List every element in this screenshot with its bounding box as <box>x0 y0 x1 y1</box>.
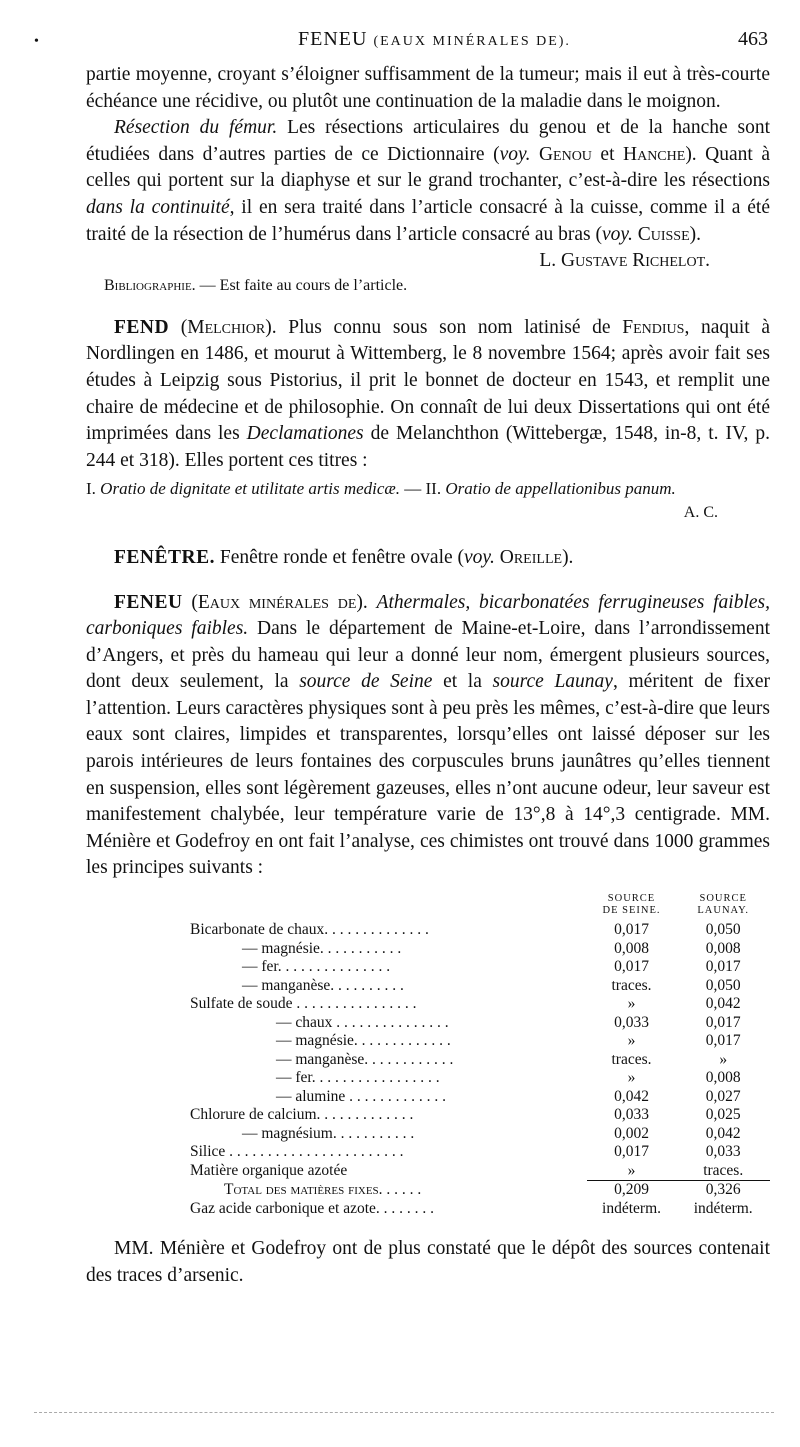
text-run: de Melanchthon (Wittebergæ, 1548, in-8, t. IV, p. 244 et 318). Elles portent ces titres : <box>86 423 771 471</box>
row-label: — chaux . . . . . . . . . . . . . . . <box>276 1013 449 1031</box>
row-label: — fer. . . . . . . . . . . . . . . . . <box>276 1069 440 1087</box>
total-seine: 0,209 <box>587 1181 677 1200</box>
value-launay: traces. <box>703 1161 744 1179</box>
text-run: et <box>600 143 615 165</box>
value-launay: 0,042 <box>705 995 741 1013</box>
header-line: SOURCE <box>607 893 656 905</box>
value-launay: 0,017 <box>705 958 741 976</box>
bottom-divider <box>34 1412 774 1413</box>
bibliography-note <box>104 275 770 297</box>
text-run: , il en sera traité dans l’article consacré à la cuisse, comme il a été traité de la résection de l’humérus dans l’article consacré au bras ( <box>86 196 770 245</box>
source-name-seine: source de Seine <box>299 671 433 693</box>
row-label: — magnésie. . . . . . . . . . . . . <box>276 1032 451 1050</box>
row-label: — fer. . . . . . . . . . . . . . . <box>242 958 391 976</box>
voy-abbrev: voy. <box>464 546 495 568</box>
entry-fend <box>86 315 770 475</box>
text-run: ). Quant à celles qui portent sur la diaphyse et sur le grand trochanter, c’est-à-dire les résections <box>86 143 770 192</box>
gas-launay: indéterm. <box>693 1199 753 1217</box>
value-seine: 0,033 <box>614 1013 649 1031</box>
row-label: — manganèse. . . . . . . . . . . . <box>276 1050 454 1068</box>
value-launay: 0,008 <box>705 939 741 957</box>
column-header-launay <box>676 892 770 921</box>
water-classification: Athermales, bicarbonatées ferrugineuses faibles, carboniques faibles. <box>86 591 771 640</box>
cross-reference-hanche: Hanche <box>623 143 686 165</box>
header-line: LAUNAY. <box>697 905 750 917</box>
value-launay: 0,008 <box>705 1069 741 1087</box>
text-run: Les résections articulaires du genou et de la hanche sont étudiées dans d’autres parties de ce Dictionnaire ( <box>86 117 770 165</box>
text-run: Plus connu sous son nom latinisé de <box>288 316 611 338</box>
table-row <box>190 958 770 977</box>
gas-label: Gaz acide carbonique et azote. . . . . . . . <box>190 1199 435 1217</box>
entry-feneu <box>86 590 770 883</box>
row-label: — magnésie. . . . . . . . . . . <box>242 939 402 957</box>
running-title <box>298 28 571 51</box>
column-header-seine <box>587 892 677 921</box>
text-run: Dans le département de Maine-et-Loire, dans l’arrondissement d’Angers, et près du hameau qui leur a donné leur nom, émergent plusieurs sources, dont deux seulement, la <box>86 618 770 693</box>
table-row <box>190 1069 770 1088</box>
value-seine: 0,017 <box>614 921 649 939</box>
emphasis-continuite: dans la continuité <box>86 196 230 218</box>
table-row <box>190 1106 770 1125</box>
voy-abbrev: voy. <box>601 223 633 245</box>
table-row <box>190 1032 770 1051</box>
dissertation-titles <box>86 478 770 500</box>
entry-keyword-fenetre: FENÊTRE. <box>114 546 215 568</box>
table-gas-row <box>190 1200 770 1219</box>
paragraph-continuation: partie moyenne, croyant s’éloigner suffisamment de la tumeur; mais il eut à très-courte échéance une récidive, ou plutôt une continuation de la maladie dans le moignon. <box>86 64 770 112</box>
table-total-row <box>190 1181 770 1200</box>
table-row <box>190 995 770 1014</box>
dissertation-title-2: Oratio de appellationibus panum. <box>445 479 676 499</box>
text-run: et la <box>443 671 482 693</box>
value-launay: 0,025 <box>705 1106 741 1124</box>
value-seine: traces. <box>611 1050 652 1068</box>
voy-abbrev: voy. <box>499 143 531 165</box>
analysis-table <box>190 892 770 1218</box>
value-seine: 0,002 <box>614 1124 649 1142</box>
table-row <box>190 921 770 940</box>
text-run: ). <box>689 223 701 245</box>
value-launay: » <box>719 1050 728 1068</box>
row-label: Bicarbonate de chaux. . . . . . . . . . . . . . <box>190 921 429 939</box>
value-seine: 0,042 <box>614 1087 649 1105</box>
value-launay: 0,050 <box>705 921 741 939</box>
latin-name: Fendius <box>622 316 685 338</box>
paragraph-arsenic: MM. Ménière et Godefroy ont de plus constaté que le dépôt des sources contenait des traces d’arsenic. <box>86 1238 770 1286</box>
row-label: Sulfate de soude . . . . . . . . . . . . . . . . <box>190 995 417 1013</box>
paragraph-femur <box>86 115 770 272</box>
value-seine: » <box>627 1161 636 1179</box>
author-signature: L. Gustave Richelot. <box>539 250 710 272</box>
margin-mark: • <box>34 34 39 49</box>
total-label: Total des matières fixes. . . . . . <box>224 1180 422 1198</box>
value-seine: 0,017 <box>614 958 649 976</box>
entry-keyword-fend: FEND <box>114 316 170 338</box>
cross-reference-cuisse: Cuisse <box>637 223 690 245</box>
cross-reference-genou: Genou <box>538 143 592 165</box>
table-row <box>190 1051 770 1070</box>
header-line: DE SEINE. <box>602 905 661 917</box>
entry-name: (Eaux minérales de). <box>191 591 368 613</box>
value-seine: » <box>627 1032 636 1050</box>
bibliography-label: Bibliographie. <box>104 276 196 294</box>
ref-number: I. <box>86 479 96 499</box>
row-label: Chlorure de calcium. . . . . . . . . . . . . <box>190 1106 414 1124</box>
entry-keyword-feneu: FENEU <box>114 591 183 613</box>
table-header-row <box>190 892 770 921</box>
page-body <box>86 62 770 1289</box>
table-row <box>190 1125 770 1144</box>
ref-number: II. <box>425 479 442 499</box>
value-launay: 0,017 <box>705 1013 741 1031</box>
row-label: — alumine . . . . . . . . . . . . . <box>276 1087 447 1105</box>
value-launay: 0,050 <box>705 976 741 994</box>
page-number: 463 <box>738 28 768 50</box>
row-label: — magnésium. . . . . . . . . . . <box>242 1124 415 1142</box>
source-name-launay: source Launay <box>492 671 613 693</box>
table-row <box>190 977 770 996</box>
section-heading-femur: Résection du fémur. <box>114 117 278 139</box>
text-run: , naquit à Nordlingen en 1486, et mourut à Wittemberg, le 8 novembre 1564; après avoir fait ses études à Leipzig sous Pistorius, il prit le bonnet de docteur en 1543, et remplit une chaire de médecine et de philosophie. On connaît de lui deux Dissertations qui ont été imprimées dans les <box>86 316 771 445</box>
header-spacer <box>190 892 587 921</box>
bibliography-text: — Est faite au cours de l’article. <box>199 276 408 294</box>
value-launay: 0,027 <box>705 1087 741 1105</box>
value-seine: 0,008 <box>614 939 649 957</box>
table-row <box>190 1143 770 1162</box>
dissertation-title-1: Oratio de dignitate et utilitate artis medicæ. <box>100 479 401 499</box>
table-row <box>190 940 770 959</box>
entry-name: (Melchior). <box>180 316 277 338</box>
gas-seine: indéterm. <box>602 1199 661 1217</box>
value-seine: 0,017 <box>614 1143 649 1161</box>
entry-fenetre <box>86 545 770 572</box>
running-header <box>0 28 800 54</box>
running-title-sub: (EAUX MINÉRALES DE). <box>373 34 571 49</box>
text-run: , méritent de fixer l’attention. Leurs caractères physiques sont à peu près les mêmes, c’est-à-dire que leurs eaux sont claires, limpides et transparentes, lorsqu’elles ont laissé déposer sur les parois intérieures de leurs fontaines des corpuscules bruns jaunâtres qu’elles tiennent en suspension, elles sont légèrement gazeuses, elles n’ont aucune odeur, leur saveur est manifestement chalybée, leur température varie de 13°,8 à 14°,3 centigrade. MM. Ménière et Godefroy en ont fait l’analyse, ces chimistes ont trouvé dans 1000 grammes les principes suivants : <box>86 671 770 879</box>
row-label: — manganèse. . . . . . . . . . <box>242 976 404 994</box>
row-label: Matière organique azotée <box>190 1161 348 1179</box>
value-seine: » <box>627 1069 636 1087</box>
table-row <box>190 1162 770 1181</box>
value-launay: 0,017 <box>705 1032 741 1050</box>
value-seine: traces. <box>611 976 652 994</box>
text-run: Fenêtre ronde et fenêtre ovale ( <box>219 546 465 568</box>
total-launay: 0,326 <box>676 1181 770 1200</box>
value-launay: 0,033 <box>705 1143 741 1161</box>
header-line: SOURCE <box>699 893 747 905</box>
table-row <box>190 1088 770 1107</box>
author-initials: A. C. <box>683 504 718 522</box>
row-label: Silice . . . . . . . . . . . . . . . . . . . . . . . <box>190 1143 404 1161</box>
separator: — <box>404 479 422 499</box>
text-run: ). <box>562 546 574 568</box>
cross-reference-oreille: Oreille <box>499 546 563 568</box>
value-launay: 0,042 <box>705 1124 741 1142</box>
table-row <box>190 1014 770 1033</box>
value-seine: 0,033 <box>614 1106 649 1124</box>
value-seine: » <box>627 995 636 1013</box>
running-title-main: FENEU <box>298 28 368 50</box>
book-title: Declamationes <box>246 423 364 445</box>
